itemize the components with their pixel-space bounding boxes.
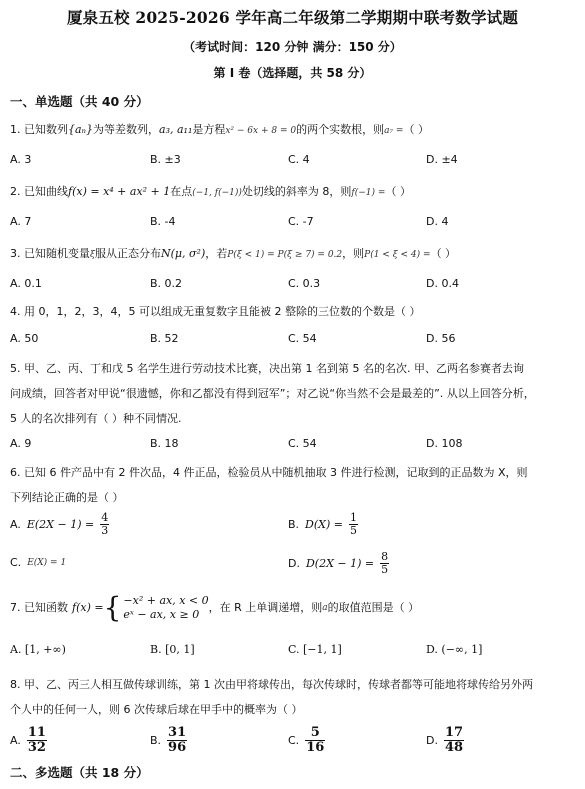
q6-option-b-fraction: $\frac{1}{5}$ [350, 511, 357, 537]
q8-option-b-label: B. [150, 733, 162, 747]
q7-cases [123, 594, 208, 622]
q6-option-d-expr: D(2X − 1) = [305, 556, 375, 570]
question-5-options [10, 436, 575, 458]
q3-text-1: 3. 已知随机变量 [10, 247, 90, 260]
q5-option-a[interactable]: A. 9 [10, 437, 32, 450]
question-1-options [10, 152, 575, 174]
q8-line-1: 8. 甲、乙、丙三人相互做传球训练，第 1 次由甲将球传出，每次传球时，传球者都等可能地将球传给另外两 [10, 678, 533, 691]
q2-target: f(−1) = [351, 188, 386, 198]
q6-option-a[interactable] [10, 512, 109, 537]
q8-option-c-fraction: $\frac{5}{16}$ [306, 725, 325, 755]
q7-text-3: 的取值范围是（ ） [327, 601, 420, 614]
q7-case-1: −x² + ax, x < 0 [123, 594, 209, 607]
q4-option-a[interactable]: A. 50 [10, 332, 39, 345]
q1-option-b[interactable]: B. ±3 [150, 153, 181, 166]
q7-case-2: eˣ − ax, x ≥ 0 [123, 608, 200, 621]
q8-option-d-label: D. [426, 733, 438, 747]
q3-condition: P(ξ < 1) = P(ξ ≥ 7) = 0.2 [227, 250, 343, 260]
q3-dist: N(μ, σ²) [160, 247, 206, 260]
q3-option-a[interactable]: A. 0.1 [10, 277, 42, 290]
q2-curve: f(x) = x⁴ + ax² + 1 [68, 185, 171, 198]
q2-text-2: 在点 [170, 185, 193, 198]
q4-option-d[interactable]: D. 56 [426, 332, 456, 345]
q5-line-1: 5. 甲、乙、丙、丁和戊 5 名学生进行劳动技术比赛，决出第 1 名到第 5 名的名次. 甲、乙两名参赛者去询 [10, 362, 524, 375]
section-multi-choice: 二、多选题（共 18 分） [10, 765, 149, 780]
q7-piecewise [103, 591, 209, 624]
question-6-options-row-2 [10, 551, 575, 581]
q6-option-c-label: C. [10, 556, 22, 569]
q1-text-2: 为等差数列， [93, 123, 160, 136]
q7-param: a [322, 603, 328, 613]
q1-text-1: 1. 已知数列 [10, 123, 68, 136]
q7-option-a[interactable]: A. [1, +∞) [10, 643, 66, 656]
q7-option-c[interactable]: C. [−1, 1] [288, 643, 342, 656]
q1-text-4: 的两个实数根，则 [296, 123, 385, 136]
q7-option-b[interactable]: B. [0, 1] [150, 643, 195, 656]
question-4-stem: 4. 用 0，1，2，3，4，5 可以组成无重复数字且能被 2 整除的三位数的个数是（ ） [10, 305, 421, 318]
q6-option-d[interactable] [288, 551, 389, 576]
q6-option-d-fraction: $\frac{8}{5}$ [381, 550, 389, 576]
q8-option-c-label: C. [288, 733, 300, 747]
q6-option-b[interactable] [288, 512, 358, 537]
q7-func: f(x) = [72, 601, 104, 614]
question-4-options [10, 331, 575, 353]
q3-text-2: 服从正态分布 [94, 247, 161, 260]
q8-option-a-fraction: $\frac{11}{32}$ [27, 725, 46, 755]
q1-text-3: 是方程 [192, 123, 226, 136]
q6-line-2: 下列结论正确的是（ ） [10, 491, 124, 504]
q7-option-d[interactable]: D. (−∞, 1] [426, 643, 483, 656]
q1-seq: {aₙ} [68, 123, 94, 136]
question-7-stem [10, 590, 575, 626]
q6-line-1: 6. 已知 6 件产品中有 2 件次品，4 件正品，检验员从中随机抽取 3 件进行检测，记取到的正品数为 X，则 [10, 466, 528, 479]
q1-option-d[interactable]: D. ±4 [426, 153, 458, 166]
q3-text-4: ，则 [342, 247, 365, 260]
q6-option-d-label: D. [288, 556, 300, 570]
question-1-stem [10, 120, 575, 141]
q8-option-a[interactable] [10, 726, 47, 755]
q6-option-a-fraction: $\frac{4}{3}$ [101, 511, 109, 537]
q5-option-c[interactable]: C. 54 [288, 437, 317, 450]
q1-roots: a₃, a₁₁ [159, 123, 193, 136]
q5-line-3: 5 人的名次排列有（ ）种不同情况. [10, 412, 182, 425]
q4-option-b[interactable]: B. 52 [150, 332, 179, 345]
q2-point: (−1, f(−1)) [192, 188, 242, 198]
q6-option-a-expr: E(2X − 1) = [26, 517, 95, 531]
q3-option-c[interactable]: C. 0.3 [288, 277, 321, 290]
q3-target: P(1 < ξ < 4) = [364, 250, 431, 260]
q3-text-3: ，若 [205, 247, 228, 260]
q3-option-d[interactable]: D. 0.4 [426, 277, 459, 290]
question-5-stem [10, 356, 575, 431]
volume-heading: 第 I 卷（选择题，共 58 分） [213, 66, 372, 80]
question-8-options [10, 726, 575, 758]
q4-option-c[interactable]: C. 54 [288, 332, 317, 345]
q8-option-d[interactable] [426, 726, 464, 755]
q1-option-c[interactable]: C. 4 [288, 153, 310, 166]
q6-option-a-label: A. [10, 517, 21, 531]
q8-option-b-fraction: $\frac{31}{96}$ [168, 725, 187, 755]
q5-option-b[interactable]: B. 18 [150, 437, 179, 450]
q3-option-b[interactable]: B. 0.2 [150, 277, 183, 290]
q7-brace: { [103, 591, 122, 624]
question-8-stem [10, 672, 575, 722]
exam-title: 厦泉五校 2025-2026 学年高二年级第二学期期中联考数学试题 [66, 8, 519, 27]
q2-option-b[interactable]: B. -4 [150, 215, 176, 228]
q8-option-d-fraction: $\frac{17}{48}$ [444, 725, 464, 755]
q2-option-d[interactable]: D. 4 [426, 215, 449, 228]
section-single-choice: 一、单选题（共 40 分） [10, 94, 149, 109]
q8-option-c[interactable] [288, 726, 325, 755]
q6-option-c[interactable] [10, 555, 66, 571]
question-6-stem [10, 460, 575, 510]
question-3-options [10, 276, 575, 298]
exam-subtitle: （考试时间：120 分钟 满分：150 分） [183, 40, 402, 54]
q2-paren: （ ） [385, 185, 411, 198]
question-3-stem [10, 244, 575, 265]
q2-text-1: 2. 已知曲线 [10, 185, 68, 198]
q1-option-a[interactable]: A. 3 [10, 153, 32, 166]
question-7-options [10, 642, 575, 664]
question-2-options [10, 214, 575, 236]
q2-option-a[interactable]: A. 7 [10, 215, 32, 228]
q6-option-b-expr: D(X) = [305, 517, 343, 531]
q2-text-3: 处切线的斜率为 8，则 [241, 185, 352, 198]
q5-line-2: 问成绩，回答者对甲说“很遗憾，你和乙都没有得到冠军”；对乙说“你当然不会是最差的”. 从以上回答分析， [10, 387, 535, 400]
q5-option-d[interactable]: D. 108 [426, 437, 463, 450]
question-6-options-row-1 [10, 512, 575, 542]
q7-text-1: 7. 已知函数 [10, 601, 68, 614]
q6-option-b-label: B. [288, 517, 300, 531]
q1-target: a₇ = [384, 126, 404, 136]
q6-option-c-expr: E(X) = 1 [27, 558, 67, 568]
question-2-stem [10, 182, 575, 203]
q1-paren: （ ） [403, 123, 429, 136]
q2-option-c[interactable]: C. -7 [288, 215, 314, 228]
q3-paren: （ ） [430, 247, 457, 260]
q1-equation: x² − 6x + 8 = 0 [225, 126, 297, 136]
q8-line-2: 个人中的任何一人，则 6 次传球后球在甲手中的概率为（ ） [10, 703, 303, 716]
q3-var: ξ [90, 250, 95, 260]
q8-option-b[interactable] [150, 726, 187, 755]
q8-option-a-label: A. [10, 733, 21, 747]
q7-text-2: ，在 R 上单调递增，则 [208, 601, 323, 614]
